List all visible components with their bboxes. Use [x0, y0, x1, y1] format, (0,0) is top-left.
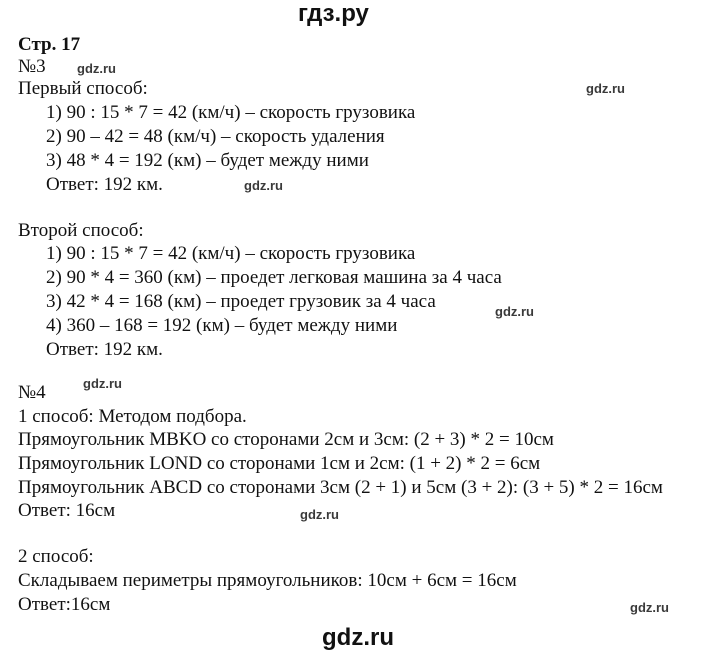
task4-method1-line: Прямоугольник ABCD со сторонами 3см (2 + 1) и 5см (3 + 2): (3 + 5) * 2 = 16см: [18, 477, 663, 498]
task4-method1-line: Прямоугольник MBKO со сторонами 2см и 3см: (2 + 3) * 2 = 10см: [18, 429, 554, 450]
task4-method1-line: Прямоугольник LOND со сторонами 1см и 2см: (1 + 2) * 2 = 6см: [18, 453, 541, 474]
task4-method1-answer: Ответ: 16см: [18, 500, 116, 521]
watermark: gdz.ru: [586, 81, 625, 96]
task3-method1-step: 1) 90 : 15 * 7 = 42 (км/ч) – скорость грузовика: [46, 102, 416, 123]
watermark: gdz.ru: [77, 61, 116, 76]
watermark: gdz.ru: [630, 600, 669, 615]
task3-method2-step: 1) 90 : 15 * 7 = 42 (км/ч) – скорость грузовика: [46, 243, 416, 264]
task3-method2-title: Второй способ:: [18, 220, 144, 241]
task4-method1-title: 1 способ: Методом подбора.: [18, 406, 247, 427]
task3-method2-step: 3) 42 * 4 = 168 (км) – проедет грузовик за 4 часа: [46, 291, 436, 312]
task4-method2-answer: Ответ:16см: [18, 594, 111, 615]
page-label: Стр. 17: [18, 34, 81, 55]
task4-method2-title: 2 способ:: [18, 546, 94, 567]
task3-method2-answer: Ответ: 192 км.: [46, 339, 163, 360]
site-header: гдз.ру: [298, 0, 369, 27]
footer-logo: gdz.ru: [322, 624, 394, 651]
task3-method2-step: 2) 90 * 4 = 360 (км) – проедет легковая машина за 4 часа: [46, 267, 502, 288]
watermark: gdz.ru: [244, 178, 283, 193]
task3-method1-answer: Ответ: 192 км.: [46, 174, 163, 195]
task3-number: №3: [18, 56, 46, 77]
task4-number: №4: [18, 382, 46, 403]
watermark: gdz.ru: [300, 507, 339, 522]
task3-method1-step: 3) 48 * 4 = 192 (км) – будет между ними: [46, 150, 369, 171]
task3-method1-title: Первый способ:: [18, 78, 148, 99]
task4-method2-line: Складываем периметры прямоугольников: 10см + 6см = 16см: [18, 570, 517, 591]
watermark: gdz.ru: [495, 304, 534, 319]
task3-method2-step: 4) 360 – 168 = 192 (км) – будет между ними: [46, 315, 398, 336]
task3-method1-step: 2) 90 – 42 = 48 (км/ч) – скорость удаления: [46, 126, 385, 147]
watermark: gdz.ru: [83, 376, 122, 391]
